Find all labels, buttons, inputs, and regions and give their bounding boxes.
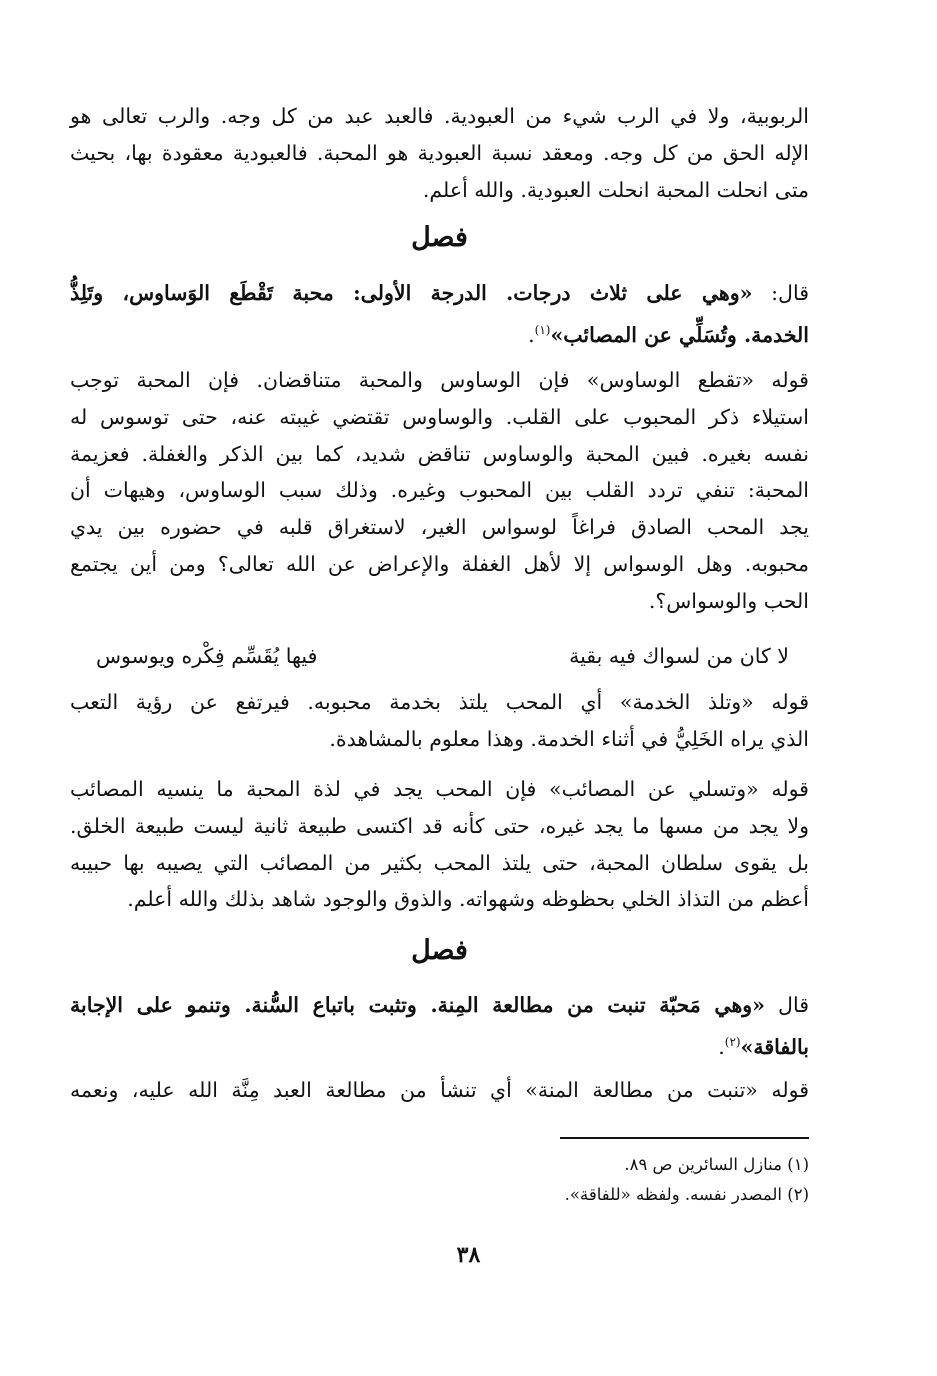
text-line: متى انحلت المحبة انحلت العبودية. والله أعلم. (422, 177, 809, 202)
text-line (70, 312, 809, 354)
verse-second-hemistich: فيها يُقَسِّم فِكْره ويوسوس (96, 644, 318, 668)
text-line: ولا يجد من مسها ما يجد غيره، حتى كأنه قد اكتسى طبيعة ثانية ليست طبيعة الخلق. (70, 813, 809, 838)
footnotes (300, 1150, 809, 1210)
paragraph-quote-1 (70, 275, 809, 353)
text-line: المحبة: تنفي تردد القلب بين المحبوب وغيره. وذلك سبب الوساوس، وهيهات أن (70, 478, 809, 503)
quote-end: . (528, 322, 535, 347)
quote-end: . (718, 1034, 725, 1059)
text-line: نفسه بغيره. فبين المحبة والوساوس تناقض شديد، كما بين الذكر والغفلة. فعزيمة (70, 441, 809, 466)
footnote-marker-1: (١) (534, 322, 551, 337)
text-line: الذي يراه الخَلِيُّ في أثناء الخدمة. وهذا معلوم بالمشاهدة. (329, 726, 809, 751)
footnote-2: (٢) المصدر نفسه. ولفظه «للفاقة». (564, 1185, 809, 1204)
text-line: قوله «تنبت من مطالعة المنة» أي تنشأ من مطالعة العبد مِنَّة الله عليه، ونعمه (70, 1078, 809, 1102)
text-line (70, 275, 809, 312)
text-line: أعظم من التذاذ الخلي بحظوظه وشهواته. والذوق والوجود شاهد بذلك والله أعلم. (127, 887, 809, 912)
quote-text: «وهي على ثلاث درجات. الدرجة الأولى: محبة تَقْطَع الوَساوس، وتَلِذُّ (70, 281, 753, 305)
page-number: ٣٨ (456, 1242, 481, 1268)
text-line: الحب والوسواس؟. (648, 588, 809, 613)
section-heading-2: فصل (411, 935, 468, 966)
footnote-marker-2: (٢) (724, 1034, 741, 1049)
text-line: الإله الحق من كل وجه. ومعقد نسبة العبودية هو المحبة. فالعبودية معقودة بها، بحيث (70, 140, 809, 165)
paragraph-service (70, 684, 809, 758)
quote-prefix: قال (764, 993, 809, 1017)
text-line: بل يقوى سلطان المحبة، حتى يلتذ المحب بكثير من المصائب التي يصيبه بها حبيبه (70, 850, 809, 875)
text-line (70, 987, 809, 1024)
quote-text: الخدمة. وتُسَلِّي عن المصائب» (550, 322, 809, 347)
paragraph-waswas (70, 362, 809, 620)
quote-prefix: قال: (752, 281, 809, 305)
text-line: قوله «تقطع الوساوس» فإن الوساوس والمحبة متناقضان. فإن المحبة توجب (70, 368, 809, 392)
quote-text: «وهي مَحبّة تنبت من مطالعة المِنة. وتثبت باتباع السُّنة. وتنمو على الإجابة (70, 993, 765, 1017)
paragraph-quote-2 (70, 987, 809, 1065)
text-line: قوله «وتسلي عن المصائب» فإن المحب يجد في لذة المحبة ما ينسيه المصائب (70, 777, 809, 801)
quote-text: بالفاقة» (740, 1034, 809, 1059)
footnote-1: (١) منازل السائرين ص ٨٩. (624, 1155, 809, 1174)
paragraph-intro (70, 98, 809, 208)
text-line: استيلاء ذكر المحبوب على القلب. والوساوس تقتضي غيبته عنه، حتى توسوس له (70, 404, 809, 429)
text-line: قوله «وتلذ الخدمة» أي المحب يلتذ بخدمة محبوبه. فيرتفع عن رؤية التعب (70, 690, 809, 714)
text-line: الربوبية، ولا في الرب شيء من العبودية. فالعبد عبد من كل وجه. والرب تعالى هو (70, 104, 809, 128)
text-line (70, 1024, 809, 1066)
text-line: يجد المحب الصادق فراغاً لوسواس الغير، لاستغراق قلبه في حضوره بين يدي (70, 515, 809, 540)
section-heading-1: فصل (411, 222, 468, 253)
poetry-verse (96, 638, 789, 674)
footnote-divider (560, 1137, 809, 1139)
verse-first-hemistich: لا كان من لسواك فيه بقية (569, 644, 789, 668)
text-line: محبوبه. وهل الوسواس إلا لأهل الغفلة والإعراض عن الله تعالى؟ ومن أين يجتمع (70, 551, 809, 576)
paragraph-minnah (70, 1072, 809, 1109)
paragraph-consolation (70, 771, 809, 918)
